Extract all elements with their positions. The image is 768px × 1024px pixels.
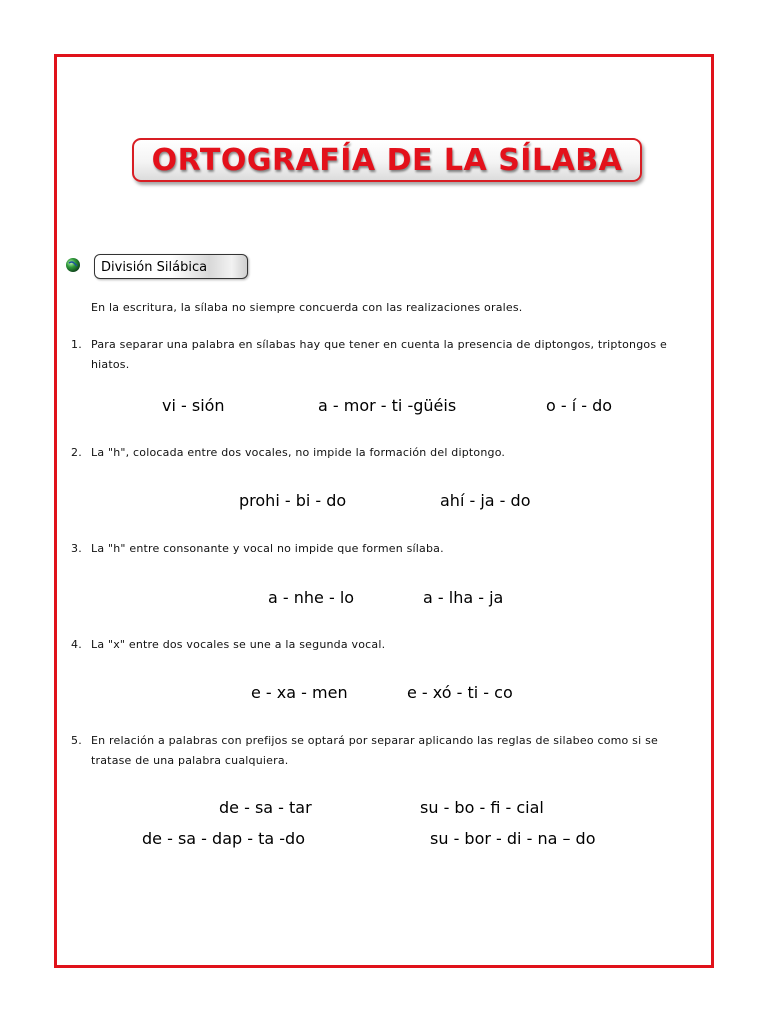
rule-number: 4. — [71, 638, 82, 651]
example: de - sa - dap - ta -do — [142, 829, 305, 848]
rule-3 — [71, 539, 697, 559]
example: o - í - do — [546, 396, 613, 415]
rule-number: 5. — [71, 734, 82, 747]
rule-2 — [71, 443, 697, 463]
globe-bullet-icon — [65, 257, 81, 273]
example: e - xa - men — [251, 683, 348, 702]
example: a - nhe - lo — [268, 588, 355, 607]
example: a - lha - ja — [423, 588, 504, 607]
example: e - xó - ti - co — [407, 683, 513, 702]
rule-text: La "x" entre dos vocales se une a la segunda vocal. — [91, 638, 386, 651]
rule-text: La "h" entre consonante y vocal no impide que formen sílaba. — [91, 542, 444, 555]
rule-4 — [71, 635, 697, 655]
example: ahí - ja - do — [440, 491, 531, 510]
example: su - bor - di - na – do — [430, 829, 596, 848]
section-heading: División Silábica — [94, 254, 248, 279]
rule-number: 2. — [71, 446, 82, 459]
example: a - mor - ti -güéis — [318, 396, 457, 415]
rule-text: Para separar una palabra en sílabas hay que tener en cuenta la presencia de diptongos, triptongos e hiatos. — [91, 338, 667, 371]
rule-text: La "h", colocada entre dos vocales, no impide la formación del diptongo. — [91, 446, 506, 459]
rule-5 — [71, 731, 697, 771]
example: su - bo - fi - cial — [420, 798, 544, 817]
page-title: ORTOGRAFÍA DE LA SÍLABA — [132, 138, 642, 182]
example: vi - sión — [162, 396, 225, 415]
intro-text: En la escritura, la sílaba no siempre concuerda con las realizaciones orales. — [91, 301, 523, 314]
rule-number: 3. — [71, 542, 82, 555]
example: prohi - bi - do — [239, 491, 347, 510]
example: de - sa - tar — [219, 798, 312, 817]
rule-number: 1. — [71, 338, 82, 351]
rule-1 — [71, 335, 697, 375]
rule-text: En relación a palabras con prefijos se optará por separar aplicando las reglas de silabeo como si se tratase de una palabra cualquiera. — [91, 734, 658, 767]
